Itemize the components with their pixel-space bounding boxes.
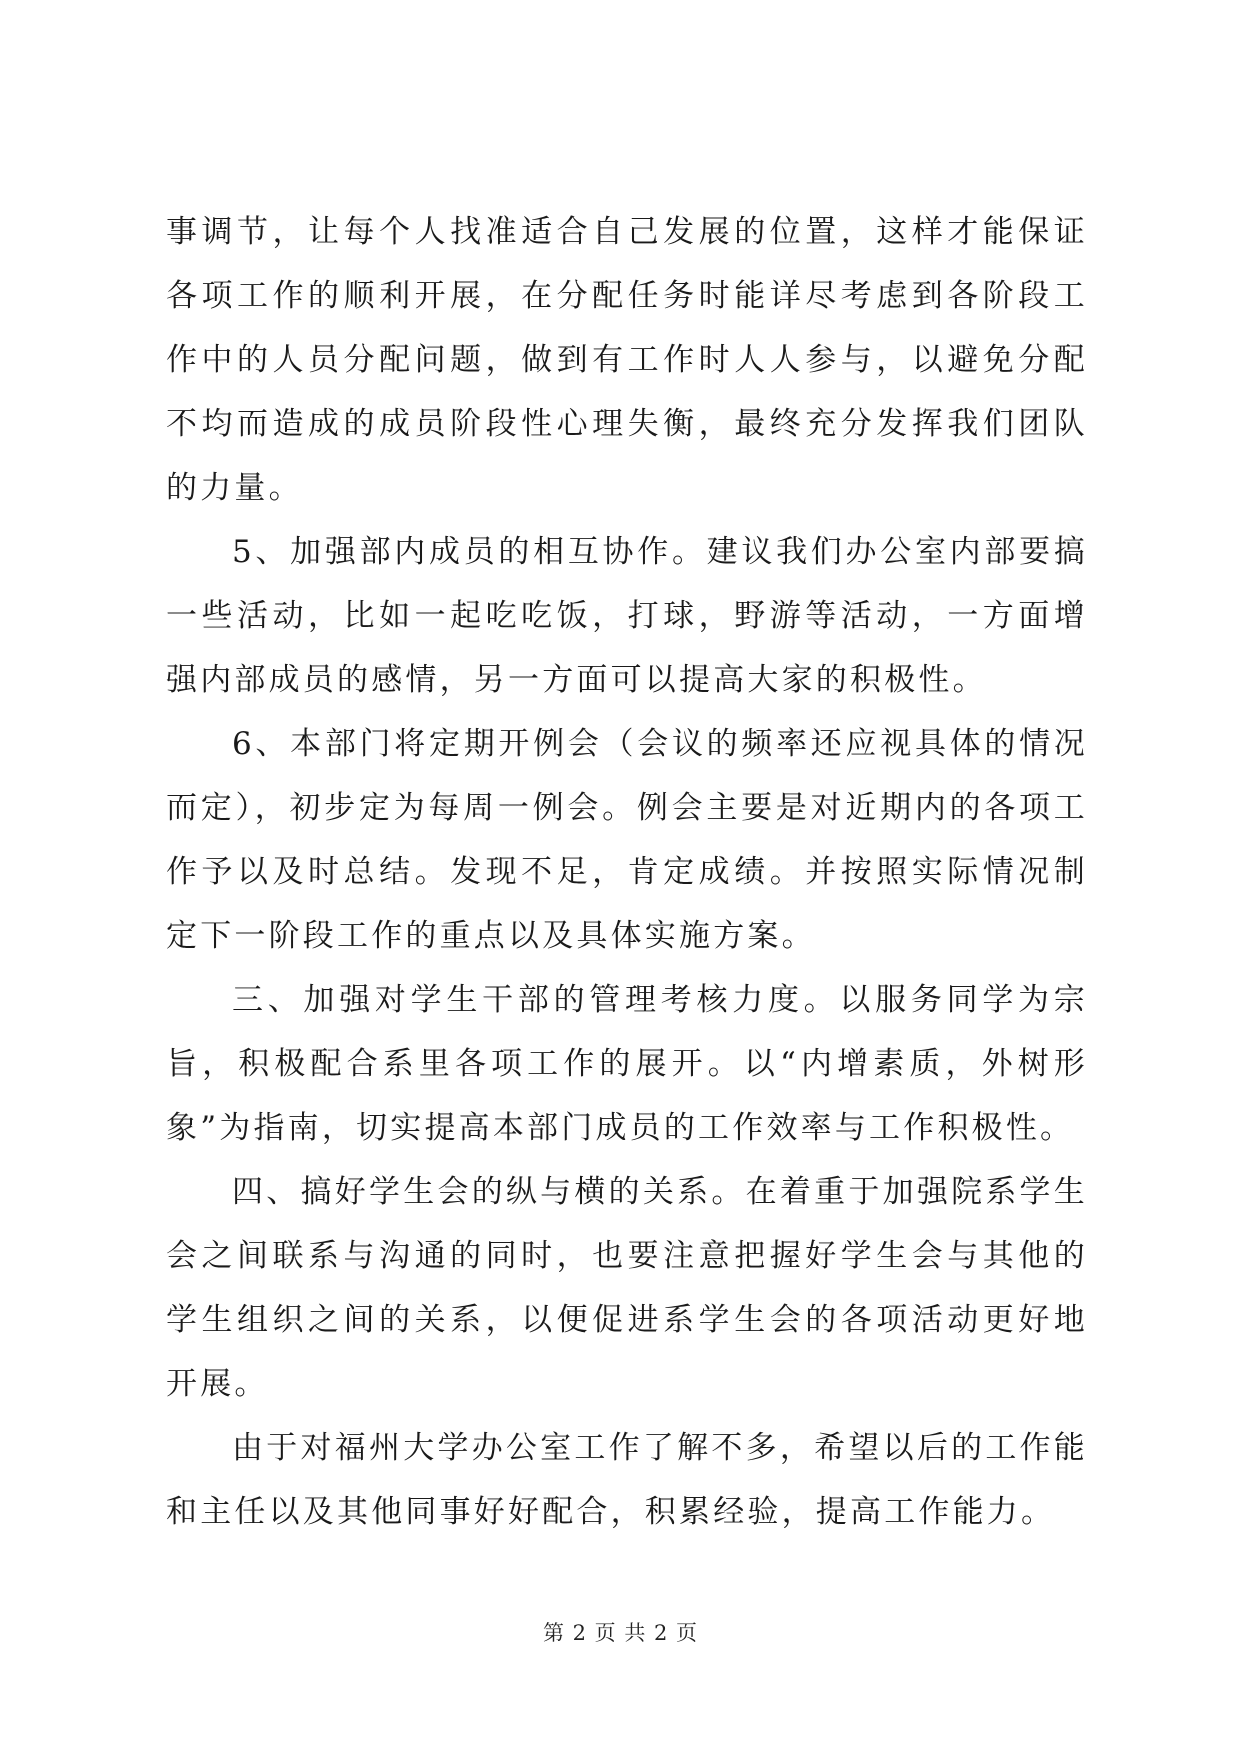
page-number-footer: 第 2 页 共 2 页 <box>542 1621 699 1645</box>
paragraph-closing: 由于对福州大学办公室工作了解不多，希望以后的工作能和主任以及其他同事好好配合，积累经验，提高工作能力。 <box>166 1430 1088 1530</box>
paragraph-section-4: 四、搞好学生会的纵与横的关系。在着重于加强院系学生会之间联系与沟通的同时，也要注意把握好学生会与其他的学生组织之间的关系，以便促进系学生会的各项活动更好地开展。 <box>166 1174 1088 1402</box>
document-body <box>166 200 1088 1544</box>
paragraph-item-6: 6、本部门将定期开例会（会议的频率还应视具体的情况而定），初步定为每周一例会。例会主要是对近期内的各项工作予以及时总结。发现不足，肯定成绩。并按照实际情况制定下一阶段工作的重点以及具体实施方案。 <box>166 726 1088 954</box>
paragraph-item-5: 5、加强部内成员的相互协作。建议我们办公室内部要搞一些活动，比如一起吃吃饭，打球，野游等活动，一方面增强内部成员的感情，另一方面可以提高大家的积极性。 <box>166 534 1088 698</box>
paragraph-section-3: 三、加强对学生干部的管理考核力度。以服务同学为宗旨，积极配合系里各项工作的展开。以“内增素质，外树形象”为指南，切实提高本部门成员的工作效率与工作积极性。 <box>166 982 1088 1146</box>
paragraph-continuation: 事调节，让每个人找准适合自己发展的位置，这样才能保证各项工作的顺利开展，在分配任务时能详尽考虑到各阶段工作中的人员分配问题，做到有工作时人人参与，以避免分配不均而造成的成员阶段性心理失衡，最终充分发挥我们团队的力量。 <box>166 214 1088 506</box>
